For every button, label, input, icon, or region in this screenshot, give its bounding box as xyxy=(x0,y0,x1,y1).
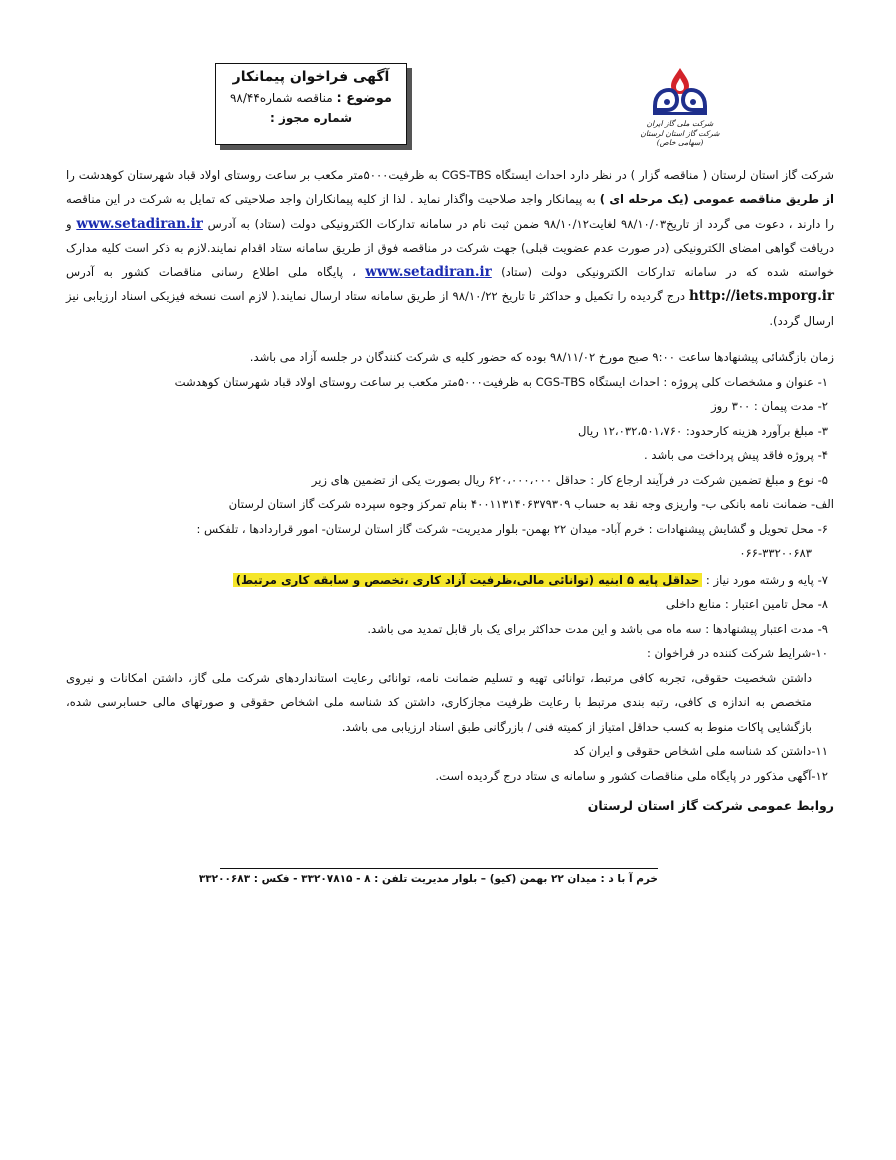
item-9: ۹- مدت اعتبار پیشنهادها : سه ماه می باشد و این مدت حداکثر برای یک بار قابل تمدید می باشد. xyxy=(367,621,828,636)
item-7 xyxy=(66,568,834,593)
item-4: ۴- پروژه فاقد پیش پرداخت می باشد . xyxy=(644,448,828,462)
item-12: ۱۲-آگهی مذکور در پایگاه ملی مناقصات کشور و سامانه ی ستاد درج گردیده است. xyxy=(435,768,828,783)
tender-method: از طریق مناقصه عمومی (یک مرحله ای ) xyxy=(599,192,835,207)
subject-value: مناقصه شماره۹۸/۴۴ xyxy=(229,91,333,105)
logo-caption-2: شرکت گاز استان لرستان (سهامی خاص) xyxy=(640,129,720,147)
setadiran-link-2[interactable]: www.setadiran.ir xyxy=(365,264,492,281)
item-7-label: ۷- پایه و رشته مورد نیاز : xyxy=(702,572,828,587)
intro-text-3: که تمایل به شرکت در این مناقصه را دارند ، دعوت می گردد از تاریخ۹۸/۱۰/۰۳ لغایت۹۸/۱۰/۱۲ ضمن ثبت نام در سامانه تدارکات الکترونیکی دولت xyxy=(66,192,834,231)
item-2: ۲- مدت پیمان : ۳۰۰ روز xyxy=(711,399,828,413)
intro-text-6b: درج گردیده را تکمیل و حداکثر تا تاریخ ۹۸/۱۰/۲۲ از طریق سامانه ستاد xyxy=(344,289,689,304)
item-10-conditions: داشتن شخصیت حقوقی، تجربه کافی مرتبط، توانائی تهیه و تسلیم ضمانت نامه، توانائی رعایت استانداردهای شرکت ملی گاز، داشتن امکانات و نیروی متخصص به اندازه ی کافی، رتبه بندی مرتبط با رعایت ظرفیت مجازکاری، داشتن کد شناسه ملی اشخاص حقوقی و صورتهای مالی حسابرسی شده، بازگشایی پاکات منوط به کسب حداقل امتیاز از کمیته فنی / بازرگانی طبق اسناد ارزیابی می باشد. xyxy=(66,670,812,734)
setadiran-link-1[interactable]: www.setadiran.ir xyxy=(76,215,203,232)
intro-text-2a: شهرستان کوهدشت را xyxy=(66,168,175,182)
announcement-intro xyxy=(66,163,834,333)
gas-company-logo-icon xyxy=(649,66,711,118)
item-8: ۸- محل تامین اعتبار : منابع داخلی xyxy=(665,597,828,611)
announcement-title: آگهی فراخوان پیمانکار xyxy=(232,69,390,85)
company-logo xyxy=(640,66,720,146)
subject-label: موضوع : xyxy=(336,91,392,106)
intro-text-1: شرکت گاز استان لرستان ( مناقصه گزار ) در نظر دارد احداث ایستگاه CGS-TBS به ظرفیت۵۰۰۰متر مکعب بر ساعت روستای اولاد قباد xyxy=(178,168,834,182)
intro-text-5b: ، پایگاه xyxy=(316,265,366,280)
iets-url: http://iets.mporg.ir xyxy=(688,288,835,305)
tender-items xyxy=(66,345,834,819)
item-6-phone: ۰۶۶-۳۳۲۰۰۶۸۳ xyxy=(739,546,812,560)
footer-divider xyxy=(220,868,658,869)
logo-caption-1: شرکت ملی گاز ایران xyxy=(646,119,714,128)
intro-text-6a: ملی اطلاع رسانی مناقصات کشور به آدرس xyxy=(66,265,308,280)
intro-paragraph xyxy=(66,163,834,333)
item-11: ۱۱-داشتن کد شناسه ملی اشخاص حقوقی و ایران کد xyxy=(573,744,828,758)
item-7-highlight: حداقل پایه ۵ ابنیه (توانائی مالی،ظرفیت آزاد کاری ،تخصص و سابقه کاری مرتبط) xyxy=(233,573,702,587)
item-6: ۶- محل تحویل و گشایش پیشنهادات : خرم آباد- میدان ۲۲ بهمن- بلوار مدیریت- شرکت گاز استان لرستان- امور قراردادها ، تلفکس : xyxy=(196,521,828,536)
item-5: ۵- نوع و مبلغ تضمین شرکت در فرآیند ارجاع کار : حداقل ۶۲۰،۰۰۰،۰۰۰ ریال بصورت یکی از تضمین های زیر xyxy=(311,472,828,487)
signature: روابط عمومی شرکت گاز استان لرستان xyxy=(587,798,834,813)
footer-contact: خرم آ با د : میدان ۲۲ بهمن (کیو) – بلوار مدیریت تلفن : ۸ - ۳۳۲۰۷۸۱۵ - فکس : ۳۳۲۰۰۶۸۳ xyxy=(198,873,658,885)
item-10: ۱۰-شرایط شرکت کننده در فراخوان : xyxy=(646,646,828,660)
intro-text-4a: (ستاد) به آدرس xyxy=(202,216,286,231)
item-1: ۱- عنوان و مشخصات کلی پروژه : احداث ایستگاه CGS-TBS به ظرفیت۵۰۰۰متر مکعب بر ساعت روستای اولاد قباد شهرستان کوهدشت xyxy=(174,374,828,389)
announcement-header-box xyxy=(215,63,407,145)
item-3: ۳- مبلغ برآورد هزینه کارحدود: ۱۲،۰۳۲،۵۰۱،۷۶۰ ریال xyxy=(578,423,828,438)
item-5-guarantees: الف- ضمانت نامه بانکی ب- واریزی وجه نقد به حساب ۴۰۰۱۱۳۱۴۰۶۳۷۹۳۰۹ بنام تمرکز وجوه سپرده شرکت گاز استان لرستان xyxy=(228,497,834,511)
intro-text-2c: به پیمانکار واجد صلاحیت واگذار نماید . لذا از کلیه پیمانکاران واجد صلاحیتی xyxy=(234,192,600,207)
opening-time: زمان بازگشائی پیشنهادها ساعت ۹:۰۰ صبح مورخ ۹۸/۱۱/۰۲ بوده که حضور کلیه ی شرکت کنندگان در جلسه آزاد می باشد. xyxy=(249,350,834,364)
permit-number-label: شماره مجوز : xyxy=(269,111,352,125)
intro-text-4b: و دریافت گواهی امضای الکترونیکی (در صورت عدم عضویت قبلی) جهت شرکت در مناقصه فوق از طریق xyxy=(66,216,835,255)
intro-text-5a: سامانه ستاد اقدام نمایند.لازم به ذکر است کلیه مدارک خواسته شده که در سامانه تدارکات الکترونیکی دولت (ستاد) xyxy=(66,240,835,280)
subject-line xyxy=(216,91,406,106)
intro-text-7: ارسال نمایند.( لازم است نسخه فیزیکی اسناد ارزیابی نیز ارسال گردد). xyxy=(66,289,834,328)
